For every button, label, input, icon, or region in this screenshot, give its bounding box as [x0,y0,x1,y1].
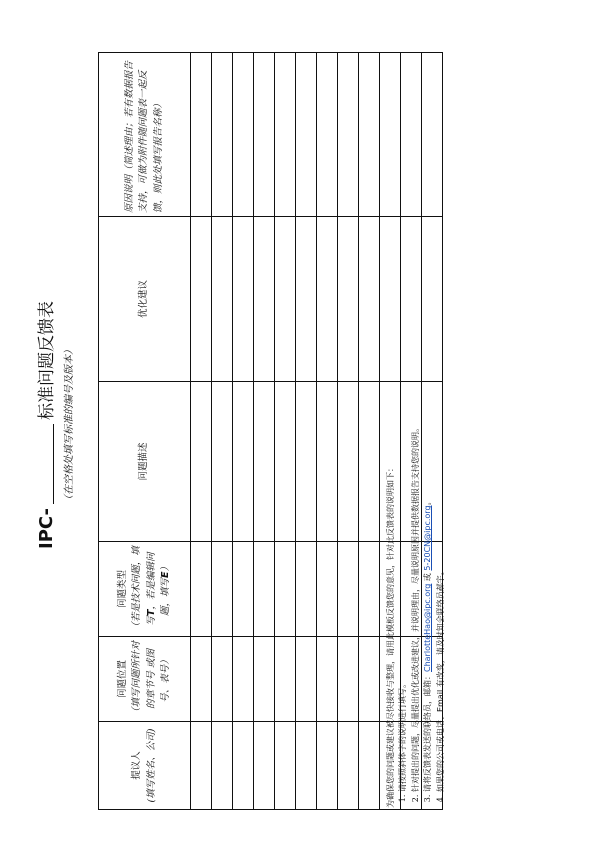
table-cell[interactable] [275,382,296,542]
instruction-item-3-or: 或 [423,570,433,584]
instruction-item-2: 2. 针对提出的问题，尽量提出优化或改进建议，并说明理由，尽量说明原因并提供数据报告支持您的说明。 [410,48,422,792]
table-row [254,53,275,810]
table-cell[interactable] [212,542,233,637]
header-reason: 原因说明（简述理由；若有数据报告支持，可做为附件随问题表一起反馈，则此处填写报告名称） [99,53,191,217]
table-cell[interactable] [212,722,233,810]
table-cell[interactable] [212,382,233,542]
table-cell[interactable] [233,53,254,217]
instruction-item-3-end: 。 [423,497,433,506]
table-row [317,53,338,810]
table-cell[interactable] [317,217,338,382]
table-cell[interactable] [296,722,317,810]
header-type-code-e: E [159,571,171,578]
instructions-intro: 为确保您的问题或建议被尽快接收与整理，请用此模板反馈您的意见，针对此反馈表的说明如下： [386,464,395,808]
table-row [233,53,254,810]
header-type-code-t: T [145,609,157,616]
table-header-row [99,53,191,810]
header-type-note-c: ） [159,561,171,572]
table-cell[interactable] [359,542,380,637]
table-cell[interactable] [233,217,254,382]
table-cell[interactable] [338,217,359,382]
header-description: 问题描述 [99,382,191,542]
title-block [32,20,75,830]
table-cell[interactable] [338,53,359,217]
table-cell[interactable] [233,722,254,810]
table-cell[interactable] [212,53,233,217]
table-cell[interactable] [254,722,275,810]
header-location [99,637,191,722]
table-row [191,53,212,810]
instruction-item-4-end: 有改变，请及时知会联络员郝宇。 [435,567,445,690]
header-location-label: 问题位置 [117,660,128,699]
table-cell[interactable] [275,722,296,810]
table-cell[interactable] [296,217,317,382]
table-cell[interactable] [254,382,275,542]
table-cell[interactable] [254,53,275,217]
table-cell[interactable] [317,382,338,542]
table-cell[interactable] [275,53,296,217]
table-cell[interactable] [338,722,359,810]
table-cell[interactable] [338,542,359,637]
title-prefix: IPC- [36,508,57,549]
table-cell[interactable] [233,382,254,542]
page-title [32,20,57,830]
table-cell[interactable] [254,217,275,382]
header-proposer-note: (填写姓名、公司) [145,728,157,803]
table-cell[interactable] [212,217,233,382]
table-cell[interactable] [233,542,254,637]
instructions-list [397,48,447,808]
table-cell[interactable] [191,382,212,542]
table-row [338,53,359,810]
table-cell[interactable] [359,722,380,810]
table-cell[interactable] [296,637,317,722]
instruction-item-4 [435,48,447,792]
header-type-label: 问题类型 [117,570,128,609]
header-location-note: （填写问题所针对的章节号 或图号、表号） [131,641,171,718]
table-cell[interactable] [296,542,317,637]
header-type-note-a: （若是技术问题，填写 [131,546,157,632]
header-suggestion: 优化建议 [99,217,191,382]
instructions [385,48,447,808]
table-cell[interactable] [317,53,338,217]
table-row [296,53,317,810]
table-cell[interactable] [359,217,380,382]
table-cell[interactable] [254,637,275,722]
instruction-item-3 [422,48,434,792]
email-link-5-20cn[interactable]: 5-20CN@ipc.org [423,505,433,571]
header-type [99,542,191,637]
table-cell[interactable] [254,542,275,637]
table-cell[interactable] [275,217,296,382]
table-cell[interactable] [359,53,380,217]
rotated-document [20,20,580,830]
instruction-item-1: 1. 请按照斜体字的说明进行填写。 [397,48,409,792]
table-cell[interactable] [212,637,233,722]
title-name: 标准问题反馈表 [37,301,57,421]
table-cell[interactable] [359,637,380,722]
instruction-item-3-text: 请将反馈表发送的联络员，邮箱： [423,672,433,792]
email-link-charlotte[interactable]: CharlotteHao@ipc.org [423,583,433,672]
table-cell[interactable] [191,542,212,637]
table-cell[interactable] [275,542,296,637]
table-cell[interactable] [317,637,338,722]
table-cell[interactable] [191,722,212,810]
table-cell[interactable] [317,542,338,637]
table-cell[interactable] [338,382,359,542]
instruction-item-4-email-word: Email [435,689,445,712]
table-cell[interactable] [191,637,212,722]
table-cell[interactable] [317,722,338,810]
table-cell[interactable] [338,637,359,722]
table-cell[interactable] [296,382,317,542]
table-row [212,53,233,810]
table-row [359,53,380,810]
table-cell[interactable] [275,637,296,722]
standard-number-blank [37,424,54,504]
table-cell[interactable] [296,53,317,217]
header-type-note-b: ，若是编辑问题，填写 [145,552,171,617]
page-subtitle: （在空格处填写标准的编号及版本） [64,345,75,505]
header-proposer-label: 提议人 [131,751,143,780]
table-row [275,53,296,810]
table-cell[interactable] [191,217,212,382]
table-cell[interactable] [359,382,380,542]
instruction-item-4-text: 如果您的公司或电话、 [435,712,445,792]
header-proposer [99,722,191,810]
table-cell[interactable] [233,637,254,722]
table-cell[interactable] [191,53,212,217]
